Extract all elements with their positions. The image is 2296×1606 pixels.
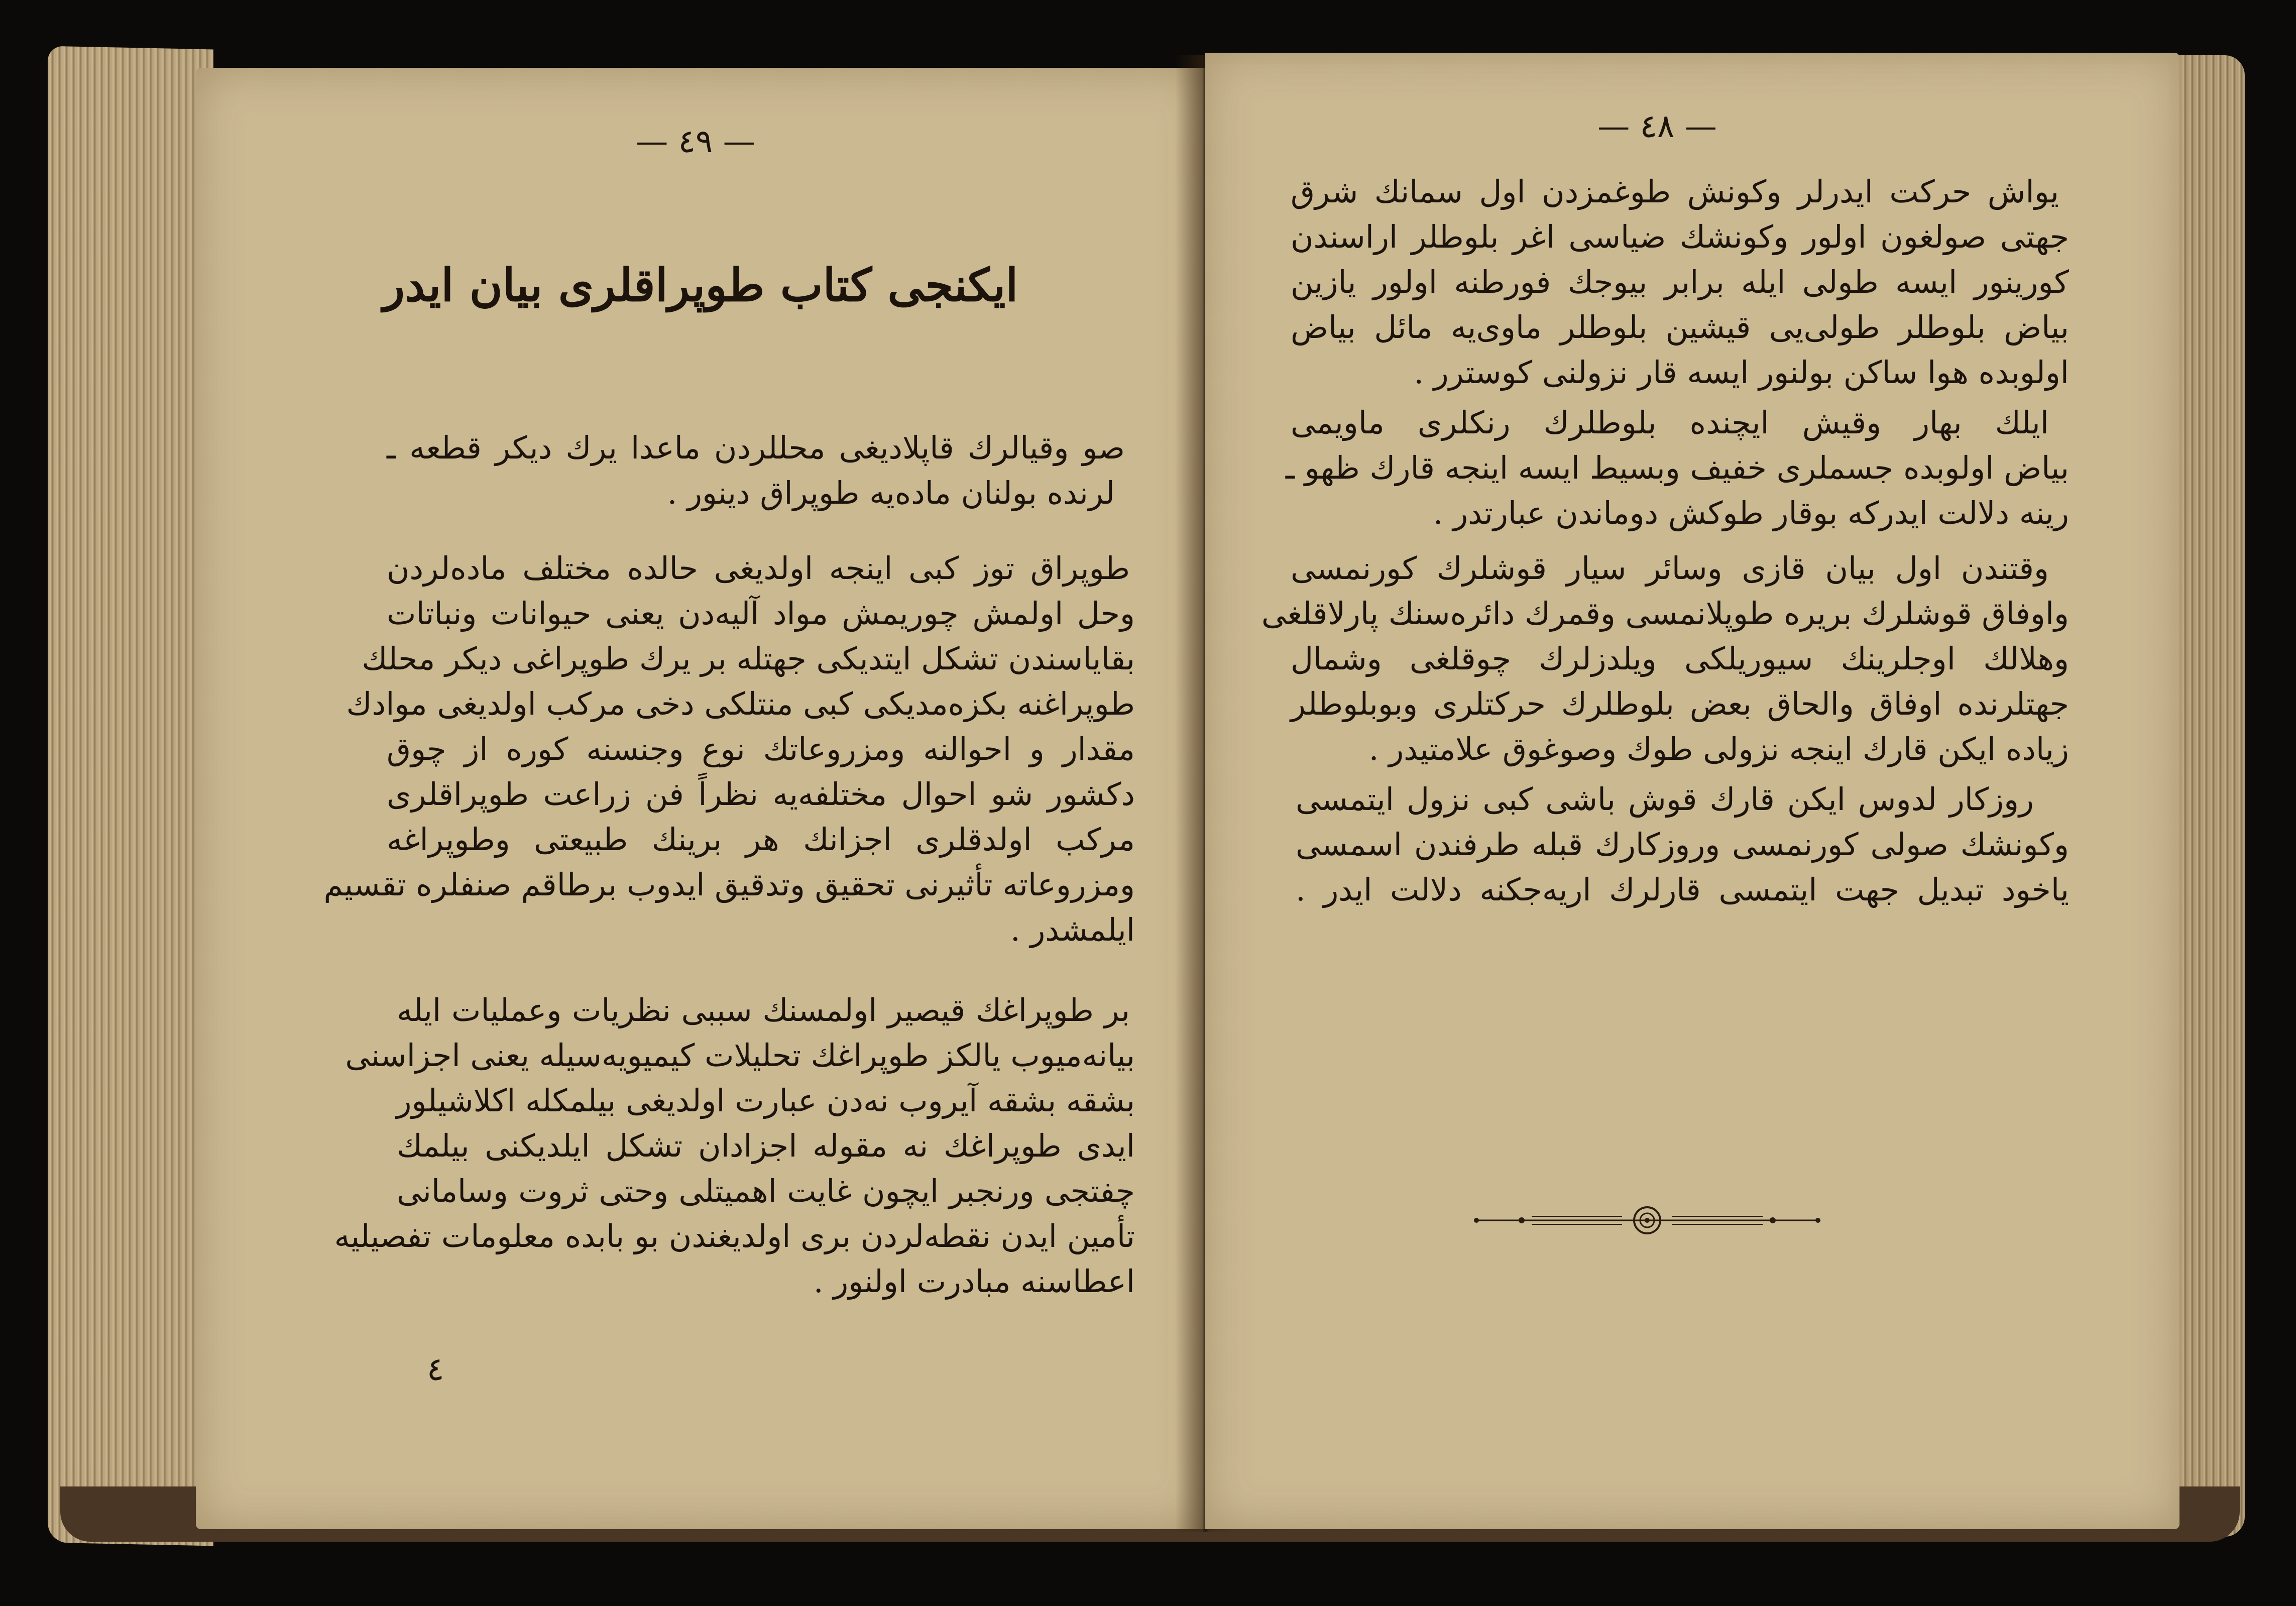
text-line: جهتی صولغون اولور وکونشك ضیاسی اغر بلوطلر اراسندن <box>1291 218 2069 255</box>
text-line: ایدی طوپراغك نه مقوله اجزادان تشکل ایلدیکنی بیلمك <box>397 1127 1135 1164</box>
text-line: وهلالك اوجلرینك سیوریلکی ویلدزلرك چوقلغی وشمال <box>1291 640 2069 677</box>
text-line: ایلك بهار وقیش ایچنده بلوطلرك رنکلری ماویمی <box>1291 404 2049 441</box>
text-line: اعطاسنه مبادرت اولنور . <box>813 1263 1135 1300</box>
text-line: واوفاق قوشلرك بریره طوپلانمسی وقمرك دائره‌سنك پارلاقلغی <box>1261 595 2069 632</box>
page-stack-left <box>48 46 213 1546</box>
text-line: روزکار لدوس ایکن قارك قوش باشی کبی نزول ایتمسی <box>1296 781 2034 818</box>
text-line: تأمین ایدن نقطه‌لردن بری اولدیغندن بو بابده معلومات تفصیلیه <box>334 1218 1135 1254</box>
text-line: وکونشك صولی کورنمسی وروزکارك قبله طرفندن اسمسی <box>1296 826 2069 863</box>
page-number: — ٤٩ — <box>636 123 755 160</box>
text-line: لرنده بولنان ماده‌یه طوپراق دینور . <box>667 475 1115 511</box>
text-line: دکشور شو احوال مختلفه‌یه نظراً فن زراعت طوپراقلری <box>387 776 1135 813</box>
text-line: وحل اولمش چوریمش مواد آلیه‌دن یعنی حیوانات ونباتات <box>387 595 1135 632</box>
text-line: وقتندن اول بیان قازی وسائر سیار قوشلرك کورنمسی <box>1291 550 2049 587</box>
text-line: طوپراغنه بکزه‌مدیکی کبی منتلکی دخی مرکب اولدیغی موادك <box>346 685 1135 722</box>
text-line: یواش حرکت ایدرلر وکونش طوغمزدن اول سمانك شرق <box>1291 173 2059 210</box>
text-line: ومزروعاته تأثیرنی تحقیق وتدقیق ایدوب برطاقم صنفلره تقسیم <box>323 866 1135 903</box>
text-line: جهتلرنده اوفاق والحاق بعض بلوطلرك حرکتلری وبوبلوطلر <box>1291 685 2069 722</box>
text-line: یاخود تبدیل جهت ایتمسی قارلرك اریه‌جکنه دلالت ایدر . <box>1296 871 2069 908</box>
text-line: مرکب اولدقلری اجزانك هر برینك طبیعتی وطوپراغه <box>387 821 1135 858</box>
text-line: بر طوپراغك قیصیر اولمسنك سببی نظریات وعملیات ایله <box>397 992 1130 1028</box>
text-line: بیانه‌میوب یالکز طوپراغك تحلیلات کیمیویه‌سیله یعنی اجزاسنی <box>345 1037 1135 1074</box>
text-line: اولوبده هوا ساکن بولنور ایسه قار نزولنی کوسترر . <box>1414 354 2069 391</box>
text-line: بشقه بشقه آیروب نه‌دن عبارت اولدیغی بیلمکله اکلاشیلور <box>396 1082 1135 1119</box>
text-line: چفتجی ورنجبر ایچون غایت اهمیتلی وحتی ثروت وسامانی <box>397 1173 1135 1209</box>
page-number: — ٤٨ — <box>1597 108 1717 145</box>
text-line: کورینور ایسه طولی ایله برابر بیوجك فورطنه اولور یازین <box>1291 264 2069 300</box>
text-line: بیاض اولوبده جسملری خفیف وبسیط ایسه اینجه قارك ظهو ـ <box>1285 449 2069 486</box>
left-page <box>196 68 1205 1529</box>
ornament-divider <box>1471 1205 1823 1235</box>
text-line: مقدار و احوالنه ومزروعاتك نوع وجنسنه کوره از چوق <box>387 731 1135 767</box>
text-line: رینه دلالت ایدرکه بوقار طوکش دوماندن عبارتدر . <box>1433 495 2069 531</box>
text-line: زیاده ایکن قارك اینجه نزولی طوك وصوغوق علامتیدر . <box>1368 731 2069 767</box>
signature-mark: ٤ <box>427 1351 444 1388</box>
text-line: طوپراق توز کبی اینجه اولدیغی حالده مختلف ماده‌لردن <box>387 550 1130 587</box>
text-line: بقایاسندن تشکل ایتدیکی جهتله بر یرك طوپراغی دیکر محلك <box>362 640 1135 677</box>
right-page <box>1205 53 2179 1529</box>
text-line: ایلمشدر . <box>1010 911 1135 948</box>
text-line: بیاض بلوطلر طولی‌یی قیشین بلوطلر ماوی‌یه مائل بیاض <box>1291 309 2069 346</box>
chapter-title: ایکنجی کتاب طوپراقلری بیان ایدر <box>383 259 1018 312</box>
text-line: صو وقیالرك قاپلادیغی محللردن ماعدا یرك دیکر قطعه ـ <box>387 429 1125 466</box>
